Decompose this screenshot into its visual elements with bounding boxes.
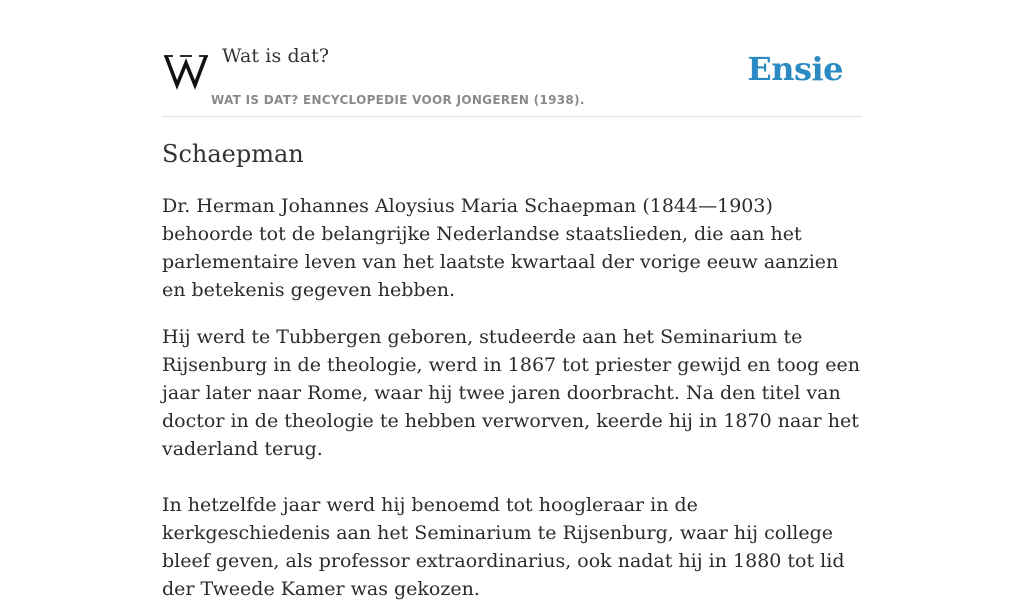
article-paragraph: In hetzelfde jaar werd hij benoemd tot hoogleraar in de kerkgeschiedenis aan het Seminarium te Rijsenburg, waar hij college bleef geven, als professor extraordinarius, ook nadat hij in 1880 tot lid der Tweede Kamer was gekozen. bbox=[162, 494, 845, 600]
article-paragraph: Dr. Herman Johannes Aloysius Maria Schaepman (1844—1903) behoorde tot de belangrijke Nederlandse staatslieden, die aan het parlementaire leven van het laatste kwartaal der vorige eeuw aanzien en betekenis gegeven hebben. bbox=[162, 195, 839, 301]
article-title: Schaepman bbox=[162, 140, 304, 168]
source-subtitle: WAT IS DAT? ENCYCLOPEDIE VOOR JONGEREN (1938). bbox=[211, 93, 585, 107]
paragraph-spacer bbox=[162, 463, 862, 491]
page bbox=[162, 0, 862, 600]
wikipedia-w-icon[interactable] bbox=[164, 50, 208, 90]
source-title[interactable]: Wat is dat? bbox=[222, 45, 330, 67]
article-body bbox=[162, 192, 862, 603]
brand-logo-link[interactable]: Ensie bbox=[747, 50, 843, 88]
article-paragraph: Hij werd te Tubbergen geboren, studeerde aan het Seminarium te Rijsenburg in de theologie, werd in 1867 tot priester gewijd en toog een jaar later naar Rome, waar hij twee jaren doorbracht. Na den titel van doctor in de theologie te hebben verworven, keerde hij in 1870 naar het vaderland terug. bbox=[162, 326, 861, 460]
header bbox=[162, 0, 862, 117]
